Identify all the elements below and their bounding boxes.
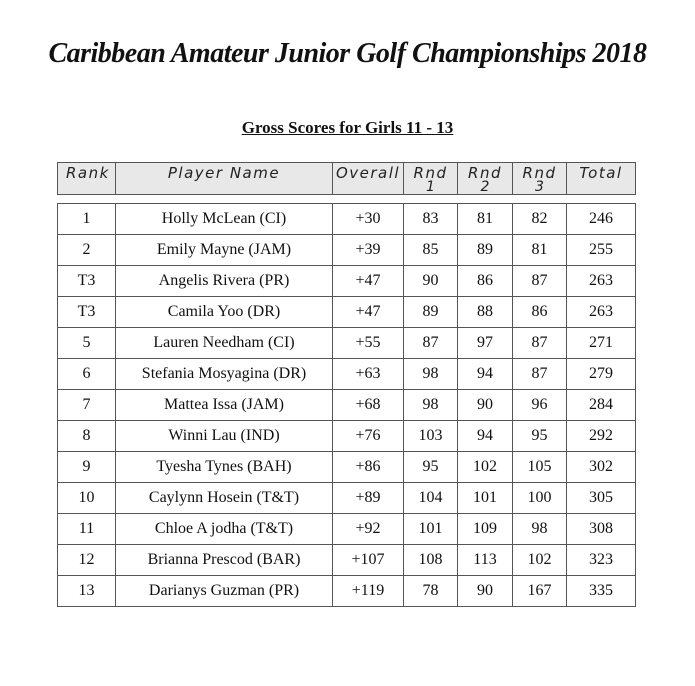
header-rnd-3-number: 3 xyxy=(535,179,544,195)
player-name-cell: Darianys Guzman (PR) xyxy=(116,576,333,607)
rank-cell: 7 xyxy=(58,390,116,421)
overall-cell: +119 xyxy=(333,576,404,607)
overall-cell: +47 xyxy=(333,297,404,328)
total-cell: 284 xyxy=(567,390,636,421)
total-cell: 263 xyxy=(567,266,636,297)
round-1-cell: 104 xyxy=(404,483,458,514)
round-2-cell: 113 xyxy=(458,545,513,576)
round-2-cell: 102 xyxy=(458,452,513,483)
header-rank: Rank xyxy=(58,163,116,195)
round-1-cell: 78 xyxy=(404,576,458,607)
round-1-cell: 87 xyxy=(404,328,458,359)
round-2-cell: 89 xyxy=(458,235,513,266)
player-name-cell: Mattea Issa (JAM) xyxy=(116,390,333,421)
round-1-cell: 101 xyxy=(404,514,458,545)
total-cell: 263 xyxy=(567,297,636,328)
total-cell: 255 xyxy=(567,235,636,266)
header-total: Total xyxy=(567,163,636,195)
header-spacer xyxy=(58,195,636,204)
overall-cell: +76 xyxy=(333,421,404,452)
round-1-cell: 89 xyxy=(404,297,458,328)
table-body xyxy=(58,195,636,607)
round-1-cell: 83 xyxy=(404,204,458,235)
header-overall: Overall xyxy=(333,163,404,195)
table-row xyxy=(58,328,636,359)
round-3-cell: 81 xyxy=(513,235,567,266)
player-name-cell: Lauren Needham (CI) xyxy=(116,328,333,359)
header-rnd-2 xyxy=(458,163,513,195)
round-3-cell: 95 xyxy=(513,421,567,452)
scores-table xyxy=(57,162,636,607)
overall-cell: +30 xyxy=(333,204,404,235)
overall-cell: +107 xyxy=(333,545,404,576)
rank-cell: 1 xyxy=(58,204,116,235)
rank-cell: 10 xyxy=(58,483,116,514)
total-cell: 305 xyxy=(567,483,636,514)
total-cell: 302 xyxy=(567,452,636,483)
player-name-cell: Holly McLean (CI) xyxy=(116,204,333,235)
round-2-cell: 81 xyxy=(458,204,513,235)
total-cell: 279 xyxy=(567,359,636,390)
total-cell: 271 xyxy=(567,328,636,359)
round-2-cell: 109 xyxy=(458,514,513,545)
table-row xyxy=(58,514,636,545)
overall-cell: +47 xyxy=(333,266,404,297)
rank-cell: T3 xyxy=(58,297,116,328)
player-name-cell: Caylynn Hosein (T&T) xyxy=(116,483,333,514)
player-name-cell: Tyesha Tynes (BAH) xyxy=(116,452,333,483)
header-rnd-3-label: Rnd xyxy=(522,164,557,182)
table-row xyxy=(58,297,636,328)
player-name-cell: Brianna Prescod (BAR) xyxy=(116,545,333,576)
round-2-cell: 94 xyxy=(458,421,513,452)
header-rnd-2-label: Rnd xyxy=(468,164,502,182)
round-3-cell: 87 xyxy=(513,266,567,297)
round-3-cell: 96 xyxy=(513,390,567,421)
rank-cell: 5 xyxy=(58,328,116,359)
round-1-cell: 85 xyxy=(404,235,458,266)
round-2-cell: 90 xyxy=(458,390,513,421)
round-2-cell: 97 xyxy=(458,328,513,359)
player-name-cell: Camila Yoo (DR) xyxy=(116,297,333,328)
table-row xyxy=(58,421,636,452)
total-cell: 246 xyxy=(567,204,636,235)
document-title: Caribbean Amateur Junior Golf Championships 2018 xyxy=(48,38,647,69)
round-1-cell: 90 xyxy=(404,266,458,297)
table-row xyxy=(58,390,636,421)
round-1-cell: 103 xyxy=(404,421,458,452)
rank-cell: 12 xyxy=(58,545,116,576)
subtitle-text: Gross Scores for Girls 11 - 13 xyxy=(241,118,454,137)
round-3-cell: 82 xyxy=(513,204,567,235)
table-row xyxy=(58,483,636,514)
round-2-cell: 101 xyxy=(458,483,513,514)
table-row xyxy=(58,576,636,607)
round-3-cell: 87 xyxy=(513,359,567,390)
header-row xyxy=(58,163,636,195)
round-1-cell: 95 xyxy=(404,452,458,483)
table-row xyxy=(58,452,636,483)
rank-cell: 9 xyxy=(58,452,116,483)
player-name-cell: Winni Lau (IND) xyxy=(116,421,333,452)
overall-cell: +89 xyxy=(333,483,404,514)
overall-cell: +86 xyxy=(333,452,404,483)
round-2-cell: 88 xyxy=(458,297,513,328)
table-row xyxy=(58,204,636,235)
round-3-cell: 100 xyxy=(513,483,567,514)
round-1-cell: 98 xyxy=(404,390,458,421)
round-3-cell: 98 xyxy=(513,514,567,545)
rank-cell: T3 xyxy=(58,266,116,297)
table-row xyxy=(58,359,636,390)
round-2-cell: 90 xyxy=(458,576,513,607)
round-3-cell: 105 xyxy=(513,452,567,483)
overall-cell: +63 xyxy=(333,359,404,390)
round-3-cell: 102 xyxy=(513,545,567,576)
table-row xyxy=(58,266,636,297)
overall-cell: +39 xyxy=(333,235,404,266)
player-name-cell: Emily Mayne (JAM) xyxy=(116,235,333,266)
rank-cell: 6 xyxy=(58,359,116,390)
overall-cell: +68 xyxy=(333,390,404,421)
total-cell: 335 xyxy=(567,576,636,607)
player-name-cell: Angelis Rivera (PR) xyxy=(116,266,333,297)
rank-cell: 2 xyxy=(58,235,116,266)
rank-cell: 8 xyxy=(58,421,116,452)
header-rnd-2-number: 2 xyxy=(480,179,490,195)
round-3-cell: 167 xyxy=(513,576,567,607)
rank-cell: 13 xyxy=(58,576,116,607)
round-2-cell: 86 xyxy=(458,266,513,297)
total-cell: 292 xyxy=(567,421,636,452)
table-row xyxy=(58,545,636,576)
round-3-cell: 86 xyxy=(513,297,567,328)
round-1-cell: 98 xyxy=(404,359,458,390)
total-cell: 323 xyxy=(567,545,636,576)
header-rnd-1 xyxy=(404,163,458,195)
overall-cell: +55 xyxy=(333,328,404,359)
player-name-cell: Chloe A jodha (T&T) xyxy=(116,514,333,545)
table-subtitle xyxy=(0,118,695,138)
header-rnd-1-number: 1 xyxy=(426,179,435,195)
header-rnd-3 xyxy=(513,163,567,195)
round-3-cell: 87 xyxy=(513,328,567,359)
overall-cell: +92 xyxy=(333,514,404,545)
rank-cell: 11 xyxy=(58,514,116,545)
table-row xyxy=(58,235,636,266)
header-player-name: Player Name xyxy=(116,163,333,195)
round-1-cell: 108 xyxy=(404,545,458,576)
player-name-cell: Stefania Mosyagina (DR) xyxy=(116,359,333,390)
header-rnd-1-label: Rnd xyxy=(413,164,448,182)
round-2-cell: 94 xyxy=(458,359,513,390)
total-cell: 308 xyxy=(567,514,636,545)
